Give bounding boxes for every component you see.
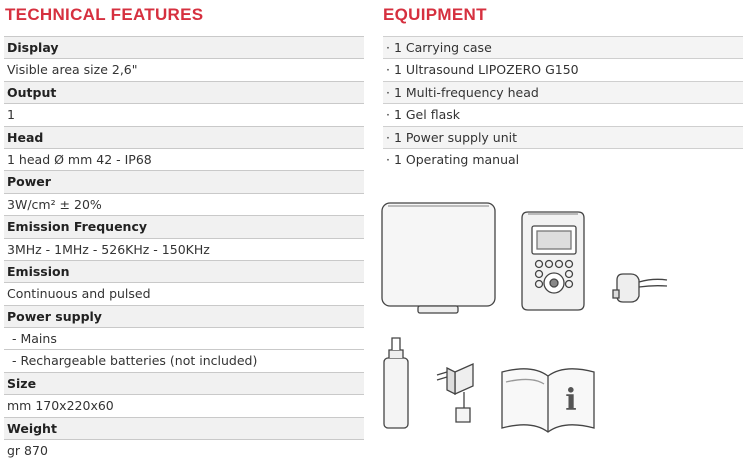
- device-icon: [522, 212, 584, 310]
- gel-flask-icon: [384, 338, 408, 428]
- equipment-item: · 1 Carrying case: [383, 36, 743, 58]
- feature-label: Size: [4, 372, 364, 394]
- feature-value: Continuous and pulsed: [4, 282, 364, 304]
- feature-label: Power: [4, 170, 364, 192]
- feature-value: Visible area size 2,6": [4, 58, 364, 80]
- feature-label: Display: [4, 36, 364, 58]
- multi-frequency-head-icon: [613, 274, 667, 302]
- feature-label: Head: [4, 126, 364, 148]
- feature-value: gr 870: [4, 439, 364, 461]
- feature-label: Emission: [4, 260, 364, 282]
- feature-value: mm 170x220x60: [4, 394, 364, 416]
- technical-features-heading: TECHNICAL FEATURES: [5, 5, 204, 24]
- feature-value: 1: [4, 103, 364, 125]
- carrying-case-icon: [382, 203, 495, 313]
- equipment-item: · 1 Power supply unit: [383, 126, 743, 148]
- info-glyph: i: [565, 383, 577, 418]
- operating-manual-icon: [502, 369, 594, 432]
- equipment-heading: EQUIPMENT: [383, 5, 487, 24]
- power-supply-icon: [437, 364, 473, 422]
- feature-value: 3W/cm² ± 20%: [4, 193, 364, 215]
- equipment-item: · 1 Ultrasound LIPOZERO G150: [383, 58, 743, 80]
- feature-label: Weight: [4, 417, 364, 439]
- equipment-item: · 1 Gel flask: [383, 103, 743, 125]
- feature-value: 1 head Ø mm 42 - IP68: [4, 148, 364, 170]
- feature-label: Power supply: [4, 305, 364, 327]
- feature-value: - Rechargeable batteries (not included): [4, 349, 364, 371]
- equipment-item: · 1 Multi-frequency head: [383, 81, 743, 103]
- feature-value: - Mains: [4, 327, 364, 349]
- feature-label: Emission Frequency: [4, 215, 364, 237]
- equipment-item: · 1 Operating manual: [383, 148, 743, 170]
- feature-label: Output: [4, 81, 364, 103]
- feature-value: 3MHz - 1MHz - 526KHz - 150KHz: [4, 238, 364, 260]
